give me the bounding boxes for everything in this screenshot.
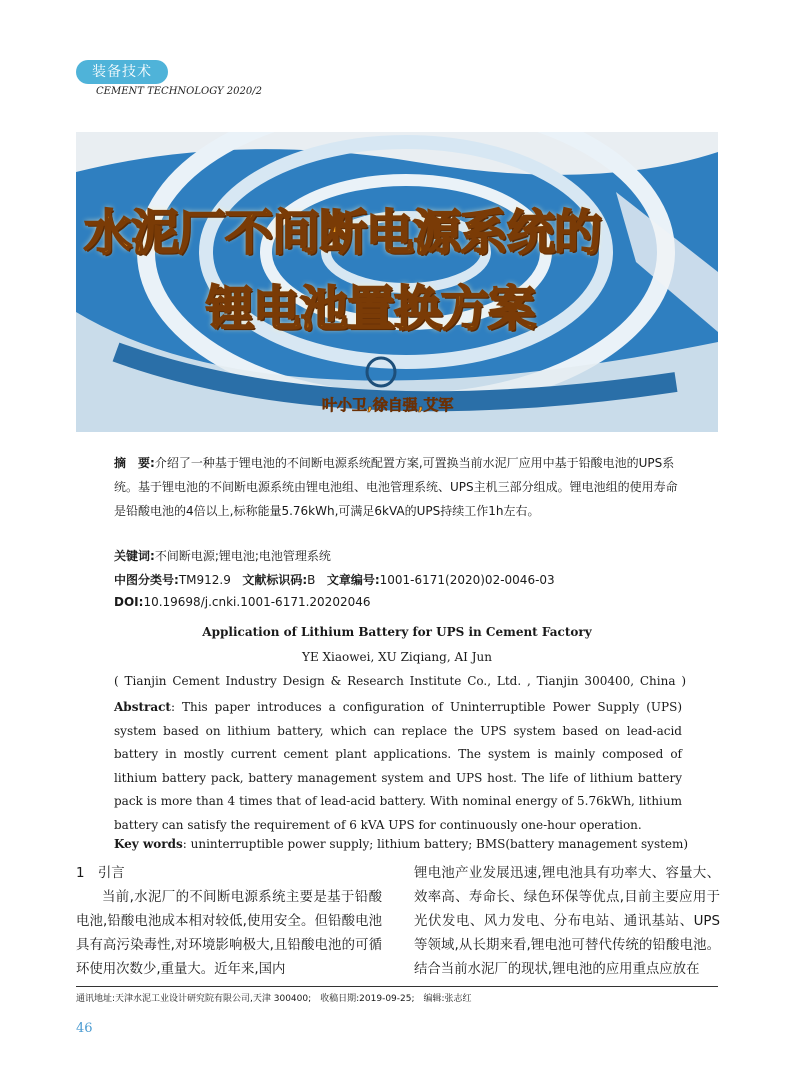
body-paragraph-left: 当前,水泥厂的不间断电源系统主要是基于铅酸电池,铅酸电池成本相对较低,使用安全。但铅酸电池具有高污染毒性,对环境影响极大,且铅酸电池的可循环使用次数少,重量大。近年来,国内 [76, 890, 382, 977]
english-affiliation: ( Tianjin Cement Industry Design & Research Institute Co., Ltd. , Tianjin 300400, China ) [114, 674, 686, 688]
abstract-cn-label: 摘 要: [114, 456, 155, 470]
english-abstract-label: Abstract [114, 700, 171, 714]
article-authors: 叶小卫,徐自强,艾军 [322, 396, 454, 414]
keywords-cn-text: 不间断电源;锂电池;电池管理系统 [154, 549, 331, 563]
title-banner [76, 132, 718, 432]
english-keywords-text: : uninterruptible power supply; lithium battery; BMS(battery management system) [182, 837, 689, 851]
classification-line [114, 571, 555, 588]
english-keywords-label: Key words [114, 837, 183, 851]
clc-label: 中图分类号: [114, 573, 179, 587]
journal-name: CEMENT TECHNOLOGY 2020/2 [96, 86, 262, 97]
doi-label: DOI: [114, 595, 144, 609]
doc-code-label: 文献标识码: [242, 573, 308, 587]
english-keywords [114, 837, 688, 851]
keywords-cn [114, 547, 331, 564]
doc-code-value: B [307, 573, 316, 587]
english-title: Application of Lithium Battery for UPS in Cement Factory [202, 625, 592, 639]
doi-value[interactable]: 10.19698/j.cnki.1001-6171.20202046 [143, 595, 371, 609]
abstract-cn [114, 451, 686, 523]
article-no-label: 文章编号: [326, 573, 380, 587]
article-title-line1: 水泥厂不间断电源系统的 [84, 205, 602, 261]
section-heading: 1 引言 [76, 866, 125, 881]
body-paragraph-right: 锂电池产业发展迅速,锂电池具有功率大、容量大、效率高、寿命长、绿色环保等优点,目前主要应用于光伏发电、风力发电、分布电站、通讯基站、UPS等领域,从长期来看,锂电池可替代传统的铅酸电池。结合当前水泥厂的现状,锂电池的应用重点应放在 [414, 866, 720, 977]
body-right-column [414, 862, 720, 982]
section-tag: 装备技术 [76, 60, 168, 84]
body-left-column [76, 862, 382, 982]
clc-value: TM912.9 [178, 573, 231, 587]
english-abstract-text: : This paper introduces a configuration of Uninterruptible Power Supply (UPS) system based on lithium battery, which can replace the UPS system based on lead-acid battery in mostly current cement plant applications. The system is mainly composed of lithium battery pack, battery management system and UPS host. The life of lithium battery pack is more than 4 times that of lead-acid battery. With nominal energy of 5.76kWh, lithium battery can satisfy the requirement of 6 kVA UPS for continuously one-hour operation. [114, 700, 682, 832]
keywords-cn-label: 关键词: [114, 549, 155, 563]
abstract-cn-text: 介绍了一种基于锂电池的不间断电源系统配置方案,可置换当前水泥厂应用中基于铅酸电池的UPS系统。基于锂电池的不间断电源系统由锂电池组、电池管理系统、UPS主机三部分组成。锂电池组的使用寿命是铅酸电池的4倍以上,标称能量5.76kWh,可满足6kVA的UPS持续工作1h左右。 [114, 456, 678, 518]
english-authors: YE Xiaowei, XU Ziqiang, AI Jun [302, 650, 492, 664]
english-abstract [114, 696, 682, 837]
doi-line [114, 595, 371, 609]
footnote-divider [76, 986, 718, 987]
footnote: 通讯地址:天津水泥工业设计研究院有限公司,天津 300400; 收稿日期:2019-09-25; 编辑:张志红 [76, 994, 472, 1004]
article-no-value: 1001-6171(2020)02-0046-03 [379, 573, 555, 587]
article-title-line2: 锂电池置换方案 [206, 281, 536, 337]
page-number: 46 [76, 1021, 93, 1036]
